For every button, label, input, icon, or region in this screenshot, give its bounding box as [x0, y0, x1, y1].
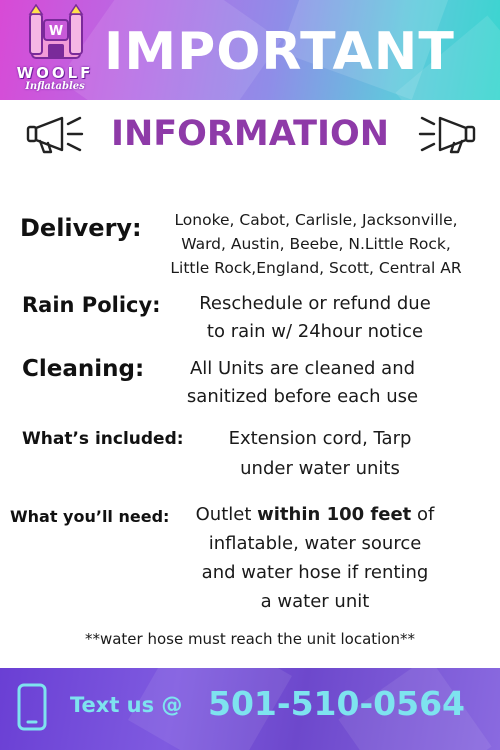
included-line: Extension cord, Tarp [228, 428, 412, 449]
text-us-label: Text us @ [70, 693, 183, 717]
need-text-pre: Outlet [195, 504, 258, 525]
rain-policy-text [170, 290, 460, 346]
included-label: What’s included: [22, 429, 184, 449]
cleaning-label: Cleaning: [22, 356, 145, 382]
header-banner [0, 0, 500, 100]
need-line [180, 500, 450, 529]
need-text [180, 500, 450, 616]
footer-banner [0, 668, 500, 750]
bounce-castle-icon [26, 4, 86, 64]
hose-note: **water hose must reach the unit location** [84, 630, 416, 648]
delivery-line: Lonoke, Cabot, Carlisle, Jacksonville, [174, 211, 458, 229]
woolf-logo [10, 4, 100, 96]
need-line: a water unit [260, 591, 370, 612]
need-line: and water hose if renting [201, 562, 429, 583]
delivery-line: Little Rock,England, Scott, Central AR [170, 259, 462, 277]
need-text-post: of [411, 504, 435, 525]
rain-policy-line: to rain w/ 24hour notice [206, 321, 424, 342]
phone-number[interactable]: 501-510-0564 [208, 684, 466, 723]
mobile-phone-icon [16, 682, 48, 736]
brand-name: WOOLF [16, 64, 94, 82]
cleaning-line: sanitized before each use [186, 386, 419, 407]
rain-policy-label: Rain Policy: [22, 293, 161, 317]
rain-policy-line: Reschedule or refund due [199, 293, 431, 314]
need-label: What you’ll need: [10, 507, 170, 526]
included-line: under water units [240, 458, 400, 479]
delivery-areas [148, 208, 484, 280]
brand-subtitle: Inflatables [25, 81, 85, 92]
logo-letter: W [48, 24, 64, 39]
need-text-bold: within 100 feet [257, 504, 412, 525]
need-line: inflatable, water source [208, 533, 422, 554]
cleaning-line: All Units are cleaned and [189, 358, 416, 379]
megaphone-icon [414, 112, 478, 160]
delivery-label: Delivery: [20, 214, 142, 242]
subtitle: INFORMATION [110, 114, 390, 154]
page-title: IMPORTANT [104, 22, 455, 82]
included-text [200, 424, 440, 484]
delivery-line: Ward, Austin, Beebe, N.Little Rock, [181, 235, 451, 253]
cleaning-text [160, 355, 445, 411]
